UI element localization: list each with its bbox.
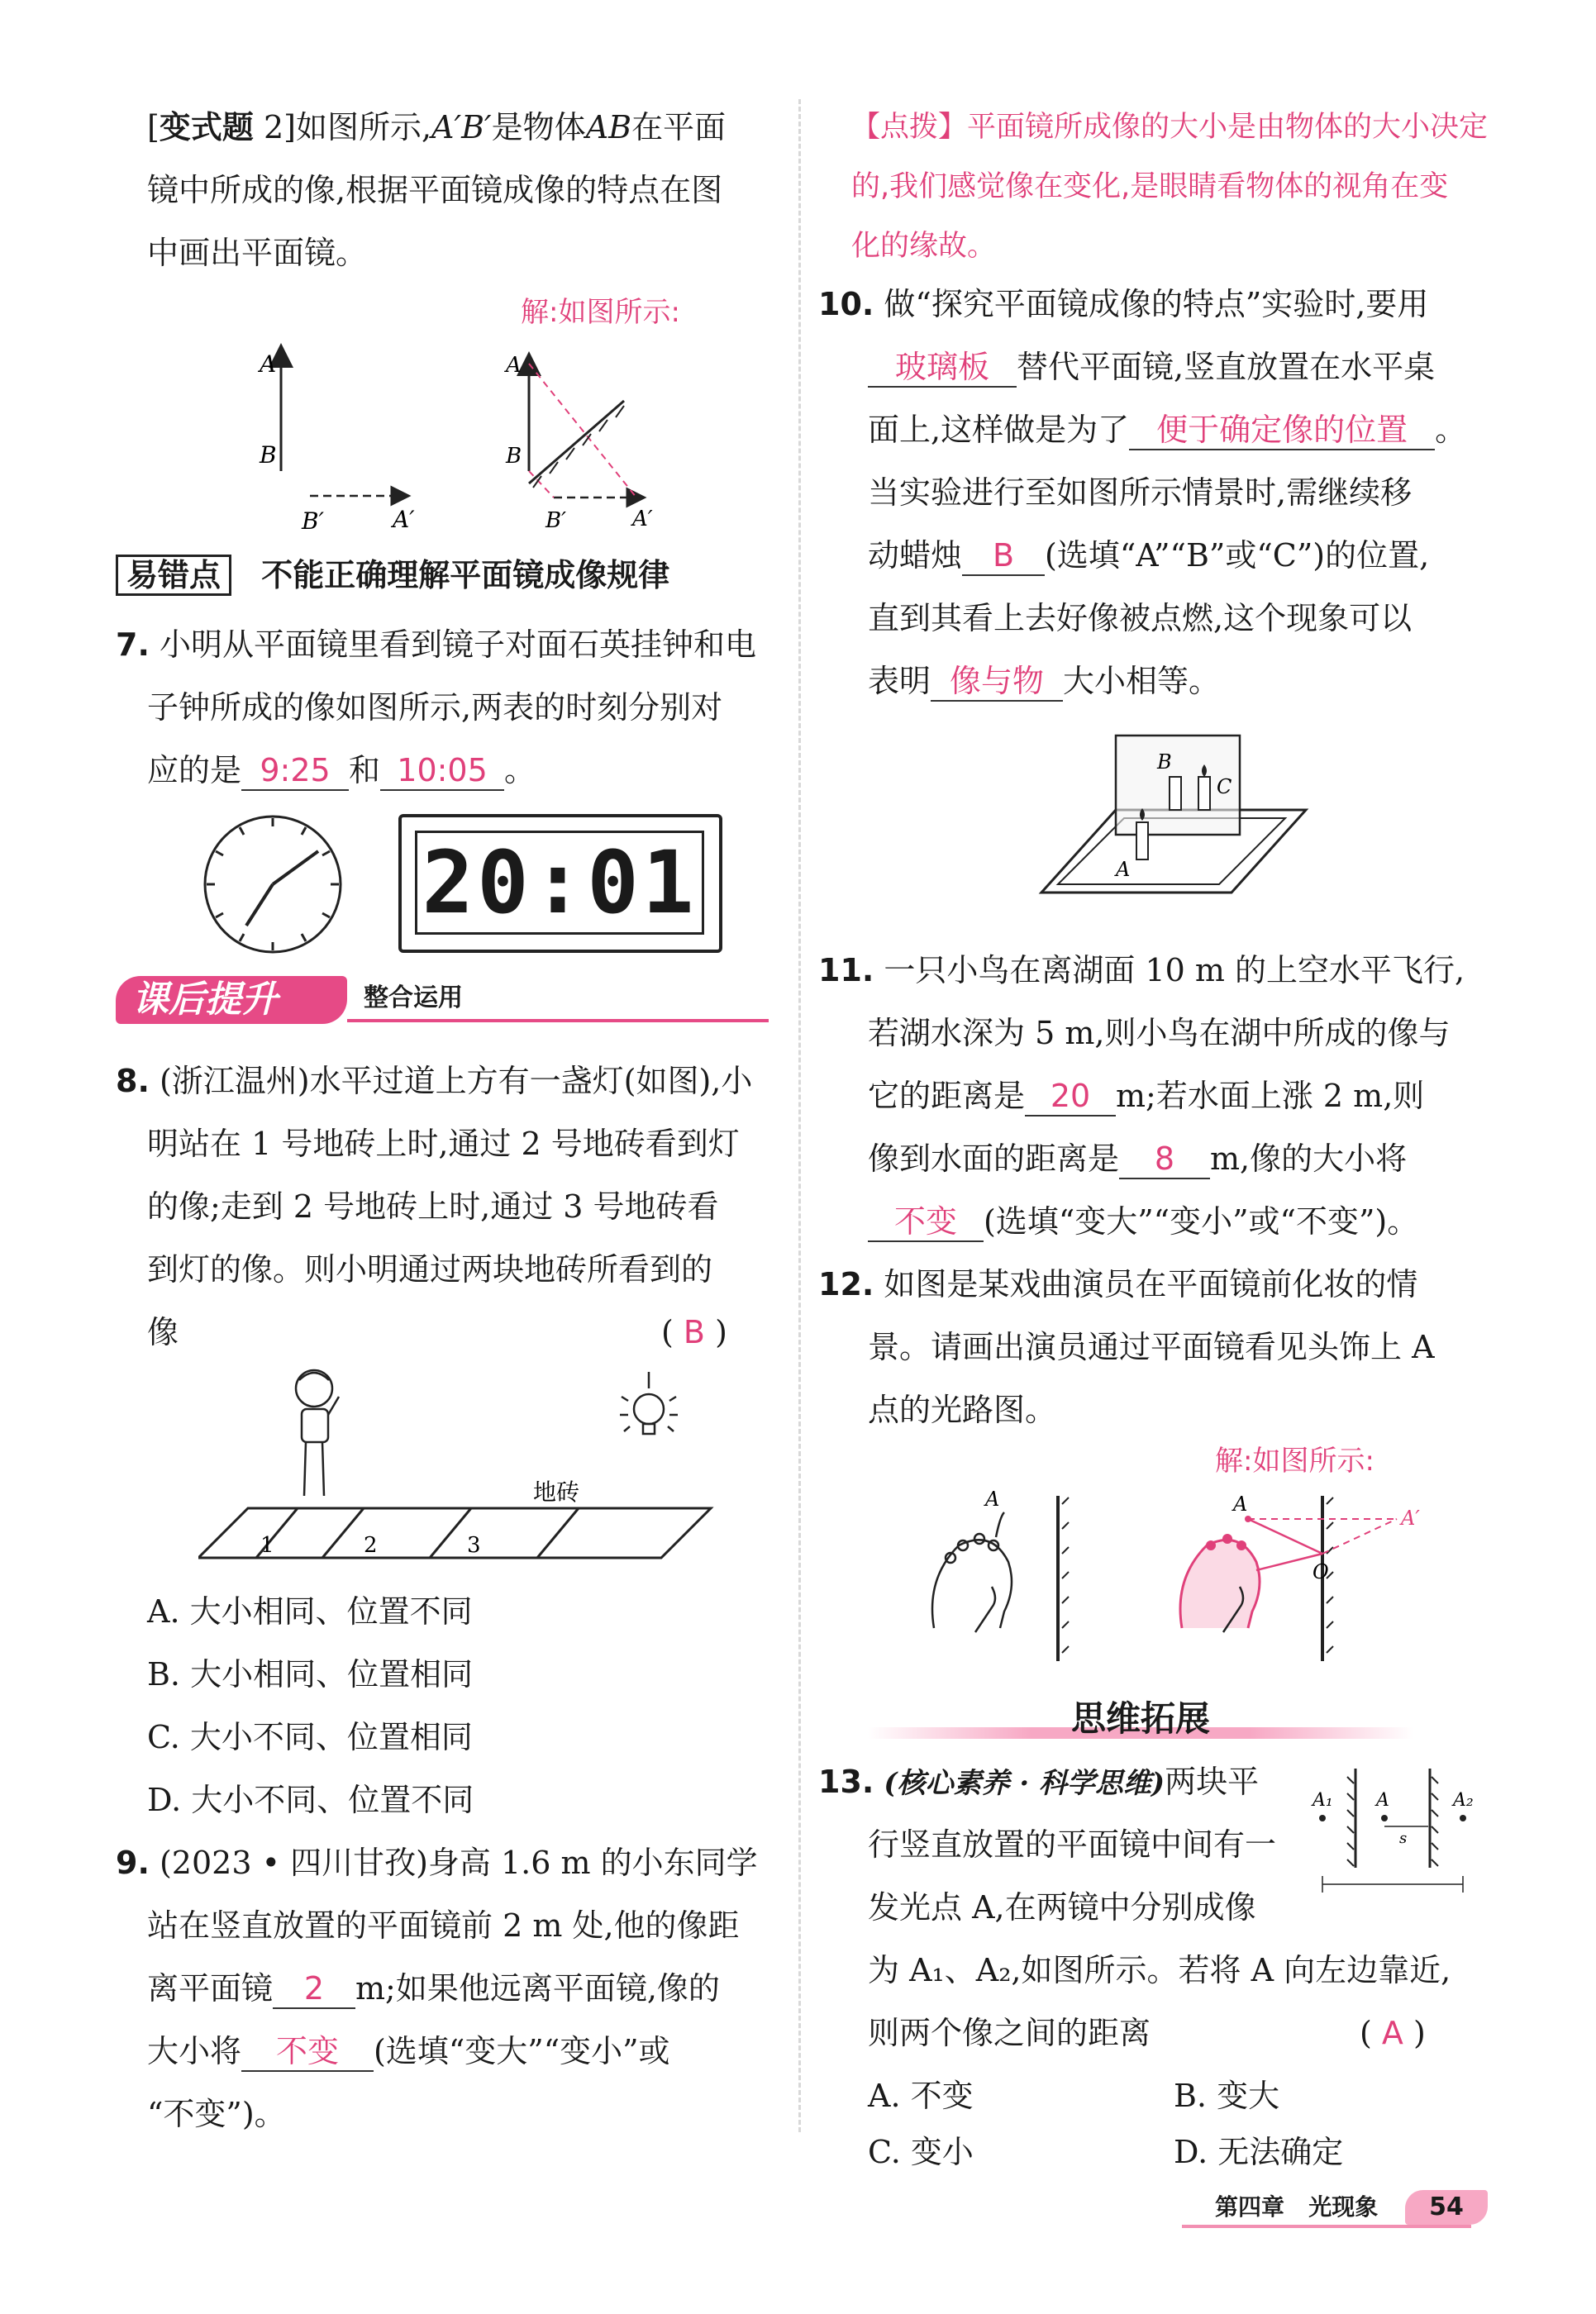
q12-figure: [917, 1488, 1446, 1669]
minute-hand: [273, 851, 318, 884]
q8-option-b: B. 大小相同、位置相同: [147, 1656, 474, 1693]
svg-text:3: 3: [467, 1533, 481, 1558]
q13-line-1: 13. (核心素养 · 科学思维)两块平: [818, 1764, 1260, 1800]
q8-line-1: 8. (浙江温州)水平过道上方有一盏灯(如图),小: [116, 1063, 753, 1099]
svg-text:A′: A′: [1401, 1507, 1420, 1530]
analog-clock: [198, 810, 347, 959]
q8-line-3: 的像;走到 2 号地砖上时,通过 3 号地砖看: [147, 1188, 719, 1225]
q11-line-5: 不变 (选填“变大”“变小”或“不变”)。: [868, 1190, 1418, 1253]
q10-line-6: 直到其看上去好像被点燃,这个现象可以: [868, 600, 1413, 636]
footer-chapter: 第四章 光现象: [1215, 2193, 1379, 2221]
svg-text:C: C: [1217, 775, 1232, 798]
q12-line-3: 点的光路图。: [868, 1392, 1057, 1428]
q8-line-2: 明站在 1 号地砖上时,通过 2 号地砖看到灯: [147, 1126, 740, 1162]
label-a-prime: A′: [393, 506, 415, 533]
actor-head-right: [1180, 1534, 1260, 1632]
section2-title: 思维拓展: [1070, 1698, 1210, 1739]
page-footer: [1182, 2188, 1537, 2230]
boy-figure: [296, 1370, 339, 1496]
q10-line-2: 玻璃板 替代平面镜,竖直放置在水平桌: [868, 336, 1435, 398]
q8-line-4: 到灯的像。则小明通过两块地砖所看到的: [147, 1251, 713, 1288]
label-b-prime: B′: [302, 507, 324, 535]
q7-line-2: 子钟所成的像如图所示,两表的时刻分别对: [147, 689, 723, 726]
variant-line-2: 镜中所成的像,根据平面镜成像的特点在图: [147, 172, 723, 208]
q9-answer-1: 2: [273, 1969, 355, 2009]
svg-text:B′: B′: [545, 508, 567, 533]
mistake-badge: 易错点: [116, 555, 231, 596]
lamp-icon: [620, 1372, 678, 1434]
hour-hand: [246, 884, 273, 926]
mistake-title: 不能正确理解平面镜成像规律: [261, 557, 670, 593]
svg-text:1: 1: [260, 1533, 274, 1558]
variant-figure: [248, 339, 678, 537]
q12-solution-label: 解:如图所示:: [1215, 1445, 1374, 1478]
q8-option-d: D. 大小不同、位置不同: [147, 1782, 474, 1818]
q7-answer-2: 10:05: [380, 751, 504, 791]
q10-line-3: 面上,这样做是为了 便于确定像的位置 。: [868, 398, 1466, 461]
section-title: 课后提升: [132, 978, 278, 1021]
q13-option-b: B. 变大: [1174, 2078, 1280, 2114]
q8-answer: ( B ): [661, 1314, 727, 1350]
q10-line-1: 10. 做“探究平面镜成像的特点”实验时,要用: [818, 286, 1429, 322]
q13-option-d: D. 无法确定: [1174, 2134, 1344, 2170]
svg-text:B: B: [506, 444, 522, 469]
q9-answer-2: 不变: [241, 2032, 374, 2072]
q9-line-4: 大小将 不变 (选填“变大”“变小”或: [147, 2020, 670, 2083]
q13-line-4: 为 A₁、A₂,如图所示。若将 A 向左边靠近,: [868, 1952, 1451, 1988]
svg-text:A′: A′: [632, 507, 653, 531]
q8-option-a: A. 大小相同、位置不同: [147, 1593, 473, 1630]
tip-line-2: 的,我们感觉像在变化,是眼睛看物体的视角在变: [851, 170, 1449, 203]
q11-answer-2: 8: [1119, 1140, 1210, 1179]
variant-line-3: 中画出平面镜。: [147, 235, 368, 271]
q12-line-1: 12. 如图是某戏曲演员在平面镜前化妆的情: [818, 1266, 1418, 1302]
svg-text:s: s: [1399, 1830, 1408, 1847]
column-divider: [798, 99, 801, 2132]
q13-answer: ( A ): [1360, 2015, 1426, 2051]
label-b: B: [260, 441, 277, 469]
q8-figure: [198, 1364, 727, 1570]
q10-line-7: 表明 像与物 大小相等。: [868, 650, 1220, 712]
svg-text:B: B: [1157, 750, 1172, 774]
q11-answer-3: 不变: [868, 1202, 984, 1242]
variant-solution-label: 解:如图所示:: [521, 296, 680, 329]
q13-line-3: 发光点 A,在两镜中分别成像: [868, 1889, 1256, 1926]
svg-text:A₂: A₂: [1453, 1790, 1474, 1811]
q10-answer-4: 像与物: [931, 662, 1063, 702]
tip-line-3: 化的缘故。: [851, 230, 997, 263]
mistake-heading: [116, 544, 669, 607]
q10-answer-3: B: [962, 536, 1045, 576]
q8-line-5: 像: [147, 1314, 179, 1350]
q13-line-5: 则两个像之间的距离: [868, 2015, 1151, 2051]
q12-line-2: 景。请画出演员通过平面镜看见头饰上 A: [868, 1329, 1435, 1365]
q11-line-1: 11. 一只小鸟在离湖面 10 m 的上空水平飞行,: [818, 952, 1465, 988]
svg-text:A₁: A₁: [1313, 1790, 1333, 1811]
q13-line-2: 行竖直放置的平面镜中间有一: [868, 1826, 1277, 1863]
q10-answer-2: 便于确定像的位置: [1129, 411, 1435, 450]
q9-line-1: 9. (2023 • 四川甘孜)身高 1.6 m 的小东同学: [116, 1845, 758, 1881]
q9-line-3: 离平面镜 2 m;如果他远离平面镜,像的: [147, 1957, 720, 2020]
section-subtitle: 整合运用: [364, 983, 463, 1012]
svg-text:A: A: [506, 353, 522, 378]
svg-text:O: O: [1313, 1560, 1329, 1583]
variant-line-1: [变式题 2]如图所示,A′B′是物体AB在平面: [147, 109, 727, 145]
tip-line-1: 【点拨】平面镜所成像的大小是由物体的大小决定: [851, 111, 1489, 144]
section-banner: [116, 971, 645, 1029]
svg-text:A: A: [1116, 858, 1131, 881]
digital-clock: [398, 814, 722, 953]
tile-label: 地砖: [533, 1478, 580, 1506]
digital-display: 20:01: [415, 831, 704, 935]
q13-option-c: C. 变小: [868, 2134, 974, 2170]
svg-text:A: A: [985, 1488, 1000, 1511]
q7-answer-1: 9:25: [241, 751, 349, 791]
q10-line-4: 当实验进行至如图所示情景时,需继续移: [868, 474, 1413, 511]
q10-candle-figure: [1033, 727, 1314, 909]
q10-answer-1: 玻璃板: [868, 348, 1017, 388]
floor-tiles: [198, 1508, 711, 1558]
q11-line-4: 像到水面的距离是 8 m,像的大小将: [868, 1127, 1407, 1190]
svg-text:A: A: [1376, 1790, 1389, 1811]
page-number: 54: [1405, 2190, 1488, 2225]
q11-line-2: 若湖水深为 5 m,则小鸟在湖中所成的像与: [868, 1015, 1451, 1051]
q9-line-5: “不变”)。: [147, 2096, 286, 2132]
q11-line-3: 它的距离是 20 m;若水面上涨 2 m,则: [868, 1064, 1424, 1127]
actor-head-left: [932, 1512, 1012, 1632]
svg-text:A: A: [1233, 1493, 1248, 1516]
label-a: A: [260, 350, 277, 378]
svg-text:2: 2: [364, 1533, 378, 1558]
solution-drawing: [504, 353, 653, 533]
q7-line-1: 7. 小明从平面镜里看到镜子对面石英挂钟和电: [116, 626, 756, 663]
q13-option-a: A. 不变: [868, 2078, 974, 2114]
q10-line-5: 动蜡烛 B (选填“A”“B”或“C”)的位置,: [868, 524, 1429, 587]
q13-figure: [1306, 1760, 1479, 1905]
q9-line-2: 站在竖直放置的平面镜前 2 m 处,他的像距: [147, 1907, 740, 1944]
q7-line-3: 应的是 9:25 和 10:05 。: [147, 739, 536, 802]
section2-banner: [868, 1694, 1413, 1744]
q11-answer-1: 20: [1025, 1077, 1116, 1117]
q8-option-c: C. 大小不同、位置相同: [147, 1719, 473, 1755]
